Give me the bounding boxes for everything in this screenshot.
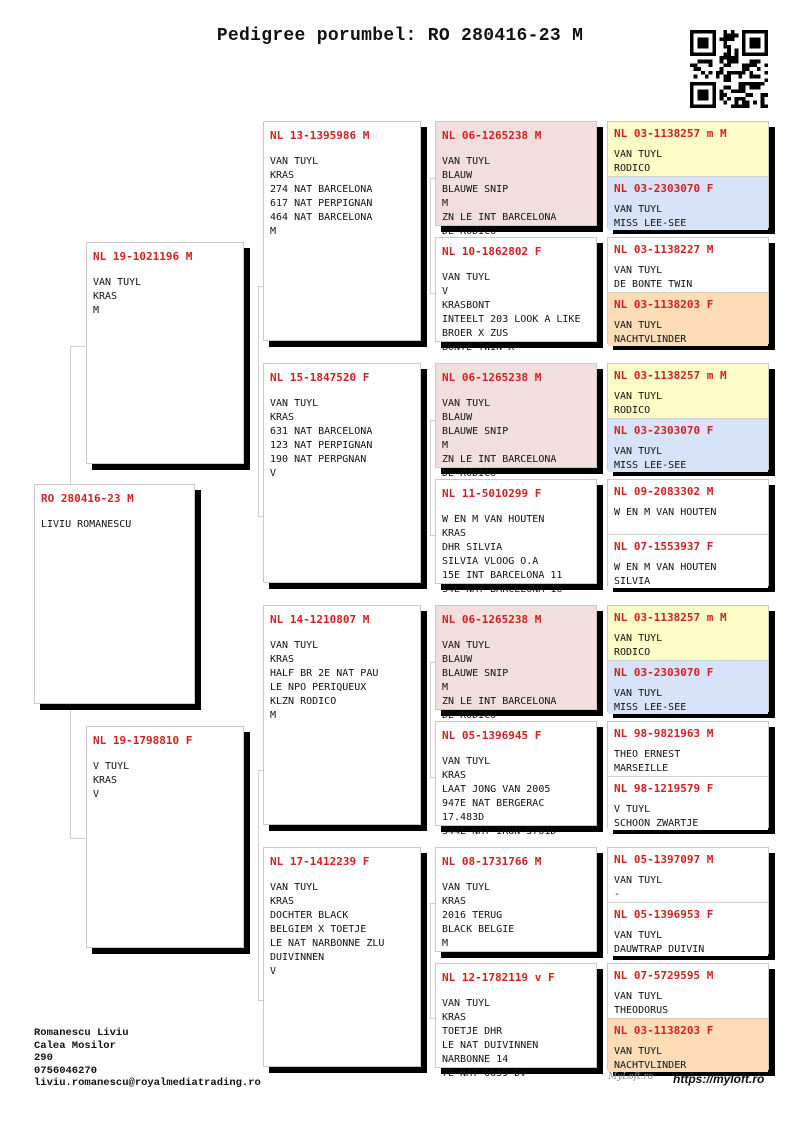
detail-line: VAN TUYL bbox=[614, 391, 663, 402]
detail-line: VAN TUYL bbox=[614, 204, 663, 215]
sire-section[interactable] bbox=[608, 238, 768, 292]
detail-line: NACHTVLINDER bbox=[614, 334, 687, 345]
parents-pair-card bbox=[607, 721, 769, 828]
detail-line: VAN TUYL bbox=[270, 398, 319, 409]
qr-code-icon bbox=[690, 30, 768, 108]
detail-line: BLAUW bbox=[442, 170, 473, 181]
pigeon-ring-id: NL 03-2303070 F bbox=[614, 666, 714, 679]
connector-line bbox=[430, 903, 431, 1018]
pigeon-ring-id: NL 03-1138257 m M bbox=[614, 369, 727, 382]
pigeon-details bbox=[270, 155, 414, 239]
detail-line: W EN M VAN HOUTEN bbox=[614, 507, 717, 518]
pigeon-details bbox=[614, 632, 762, 660]
detail-line: 123 NAT PERPIGNAN bbox=[270, 440, 373, 451]
pigeon-ring-id: NL 05-1397097 M bbox=[614, 853, 714, 866]
detail-line: BONTE TWIN X bbox=[442, 342, 515, 353]
connector-line bbox=[602, 884, 603, 924]
connector-line bbox=[70, 346, 87, 347]
pigeon-details bbox=[614, 561, 762, 589]
pigeon-details bbox=[442, 997, 590, 1081]
pigeon-ring-id: NL 05-1396953 F bbox=[614, 908, 714, 921]
detail-line: VAN TUYL bbox=[442, 156, 491, 167]
dam-section[interactable] bbox=[608, 292, 768, 346]
connector-line bbox=[602, 401, 603, 441]
detail-line: DHR SILVIA bbox=[442, 542, 503, 553]
pigeon-ring-id: NL 08-1731766 M bbox=[442, 855, 542, 868]
sire-section[interactable] bbox=[608, 480, 768, 534]
detail-line: M bbox=[93, 305, 100, 316]
detail-line: KRAS bbox=[442, 1012, 467, 1023]
pigeon-details bbox=[614, 1045, 762, 1073]
detail-line: KRAS bbox=[270, 412, 295, 423]
pigeon-ring-id: NL 05-1396945 F bbox=[442, 729, 542, 742]
pigeon-details bbox=[614, 319, 762, 347]
detail-line: DUIVINNEN bbox=[270, 952, 325, 963]
detail-line: LE NAT DUIVINNEN bbox=[442, 1040, 539, 1051]
pigeon-details bbox=[614, 748, 762, 776]
detail-line: DE RODICO bbox=[442, 710, 497, 721]
detail-line: V bbox=[270, 468, 277, 479]
detail-line: W EN M VAN HOUTEN bbox=[442, 514, 545, 525]
detail-line: BLAUW bbox=[442, 654, 473, 665]
dam-section[interactable] bbox=[608, 534, 768, 588]
connector-line bbox=[430, 420, 431, 535]
pigeon-ring-id: NL 03-1138257 m M bbox=[614, 127, 727, 140]
pigeon-ring-id: NL 98-1219579 F bbox=[614, 782, 714, 795]
dam-section[interactable] bbox=[608, 176, 768, 230]
owner-email[interactable]: liviu.romanescu@royalmediatrading.ro bbox=[34, 1077, 261, 1089]
dam-section[interactable] bbox=[608, 418, 768, 472]
pigeon-ring-id: NL 03-1138203 F bbox=[614, 1024, 714, 1037]
detail-line: DOCHTER BLACK bbox=[270, 910, 349, 921]
dam-section[interactable] bbox=[608, 1018, 768, 1072]
pigeon-card[interactable] bbox=[86, 726, 244, 948]
pigeon-details bbox=[614, 874, 762, 902]
detail-line: VAN TUYL bbox=[614, 875, 663, 886]
detail-line: 17.483D bbox=[442, 812, 485, 823]
detail-line: KRAS bbox=[93, 775, 118, 786]
detail-line: 947E NAT BERGERAC bbox=[442, 798, 545, 809]
detail-line: 15E INT BARCELONA 11 bbox=[442, 570, 563, 581]
pigeon-card[interactable] bbox=[263, 605, 421, 825]
pigeon-ring-id: NL 19-1021196 M bbox=[93, 250, 193, 263]
detail-line: BLACK BELGIE bbox=[442, 924, 515, 935]
connector-line bbox=[430, 662, 431, 777]
detail-line: 617 NAT PERPIGNAN bbox=[270, 198, 373, 209]
pigeon-details bbox=[614, 445, 762, 473]
pigeon-ring-id: NL 06-1265238 M bbox=[442, 129, 542, 142]
pigeon-ring-id: NL 17-1412239 F bbox=[270, 855, 370, 868]
detail-line: HALF BR 2E NAT PAU bbox=[270, 668, 379, 679]
sire-section[interactable] bbox=[608, 606, 768, 660]
connector-line bbox=[602, 758, 603, 798]
pigeon-ring-id: NL 09-2083302 M bbox=[614, 485, 714, 498]
detail-line: KRAS bbox=[270, 896, 295, 907]
detail-line: 631 NAT BARCELONA bbox=[270, 426, 373, 437]
detail-line: MISS LEE-SEE bbox=[614, 218, 687, 229]
pigeon-card[interactable] bbox=[86, 242, 244, 464]
detail-line: M bbox=[442, 440, 449, 451]
detail-line: VAN TUYL bbox=[614, 320, 663, 331]
pigeon-ring-id: NL 07-1553937 F bbox=[614, 540, 714, 553]
detail-line: VAN TUYL bbox=[270, 156, 319, 167]
sire-section[interactable] bbox=[608, 122, 768, 176]
page-title: Pedigree porumbel: RO 280416-23 M bbox=[216, 26, 584, 46]
detail-line: VAN TUYL bbox=[442, 272, 491, 283]
dam-section[interactable] bbox=[608, 776, 768, 830]
website-link[interactable]: https://myloft.ro bbox=[673, 1072, 765, 1086]
detail-line: DE RODICO bbox=[442, 226, 497, 237]
pigeon-card[interactable] bbox=[435, 363, 597, 479]
pigeon-details bbox=[614, 803, 762, 831]
detail-line: VAN TUYL bbox=[614, 149, 663, 160]
sire-section[interactable] bbox=[608, 364, 768, 418]
detail-line: M bbox=[442, 198, 449, 209]
pigeon-details bbox=[614, 264, 762, 292]
pigeon-details bbox=[614, 390, 762, 418]
detail-line: VAN TUYL bbox=[442, 640, 491, 651]
detail-line: RODICO bbox=[614, 163, 651, 174]
detail-line: LE NPO PERIQUEUX bbox=[270, 682, 367, 693]
detail-line: M bbox=[442, 938, 449, 949]
owner-number: 290 bbox=[34, 1052, 53, 1064]
detail-line: RODICO bbox=[614, 647, 651, 658]
detail-line: VAN TUYL bbox=[442, 398, 491, 409]
pigeon-details bbox=[442, 513, 590, 597]
detail-line: MISS LEE-SEE bbox=[614, 702, 687, 713]
pigeon-details bbox=[442, 155, 590, 239]
detail-line: INTEELT 203 LOOK A LIKE bbox=[442, 314, 581, 325]
detail-line: 190 NAT PERPGNAN bbox=[270, 454, 367, 465]
detail-line: KRASBONT bbox=[442, 300, 491, 311]
detail-line: THEO ERNEST bbox=[614, 749, 681, 760]
connector-line bbox=[602, 274, 603, 314]
connector-line bbox=[602, 516, 603, 556]
detail-line: V bbox=[93, 789, 100, 800]
detail-line: KRAS bbox=[270, 654, 295, 665]
parents-pair-card bbox=[607, 479, 769, 586]
pigeon-details bbox=[270, 397, 414, 481]
pigeon-card[interactable] bbox=[435, 237, 597, 353]
detail-line: VAN TUYL bbox=[270, 640, 319, 651]
parents-pair-card bbox=[607, 605, 769, 712]
detail-line: DAUWTRAP DUIVIN bbox=[614, 944, 705, 955]
pigeon-ring-id: NL 13-1395986 M bbox=[270, 129, 370, 142]
sire-section[interactable] bbox=[608, 848, 768, 902]
detail-line: V bbox=[442, 286, 449, 297]
detail-line: VAN TUYL bbox=[614, 446, 663, 457]
pigeon-details bbox=[442, 881, 590, 951]
detail-line: 2016 TERUG bbox=[442, 910, 503, 921]
detail-line: BLAUWE SNIP bbox=[442, 184, 509, 195]
detail-line: BLAUW bbox=[442, 412, 473, 423]
detail-line: V bbox=[270, 966, 277, 977]
detail-line: DE RODICO bbox=[442, 468, 497, 479]
parents-pair-card bbox=[607, 121, 769, 228]
pigeon-card[interactable] bbox=[263, 121, 421, 341]
pigeon-details bbox=[442, 639, 590, 723]
dam-section[interactable] bbox=[608, 660, 768, 714]
connector-line bbox=[430, 178, 431, 293]
pigeon-card[interactable] bbox=[34, 484, 195, 704]
detail-line: KRAS bbox=[442, 896, 467, 907]
detail-line: SILVIA bbox=[614, 576, 651, 587]
pigeon-details bbox=[442, 397, 590, 481]
detail-line: M bbox=[442, 682, 449, 693]
pigeon-card[interactable] bbox=[435, 721, 597, 837]
detail-line: THEODORUS bbox=[614, 1005, 669, 1016]
sire-section[interactable] bbox=[608, 964, 768, 1018]
detail-line: VAN TUYL bbox=[614, 633, 663, 644]
detail-line: VAN TUYL bbox=[614, 265, 663, 276]
detail-line: V TUYL bbox=[93, 761, 130, 772]
parents-pair-card bbox=[607, 363, 769, 470]
connector-line bbox=[258, 286, 259, 516]
pigeon-card[interactable] bbox=[435, 847, 597, 952]
pigeon-details bbox=[442, 271, 590, 355]
detail-line: KRAS bbox=[270, 170, 295, 181]
owner-phone: 0756046270 bbox=[34, 1064, 98, 1077]
detail-line: VAN TUYL bbox=[614, 688, 663, 699]
detail-line: 7E NAT 6659 DV bbox=[442, 1068, 527, 1079]
owner-street: Calea Mosilor bbox=[34, 1039, 116, 1052]
pigeon-ring-id: NL 03-2303070 F bbox=[614, 182, 714, 195]
myloft-logo: MyLoft.ro bbox=[608, 1072, 654, 1082]
pigeon-details bbox=[614, 687, 762, 715]
pigeon-ring-id: NL 19-1798810 F bbox=[93, 734, 193, 747]
pigeon-ring-id: NL 12-1782119 v F bbox=[442, 971, 555, 984]
detail-line: NACHTVLINDER bbox=[614, 1060, 687, 1071]
pigeon-details bbox=[270, 639, 414, 723]
pigeon-ring-id: NL 06-1265238 M bbox=[442, 613, 542, 626]
detail-line: M bbox=[270, 710, 277, 721]
detail-line: ZN LE INT BARCELONA bbox=[442, 696, 557, 707]
detail-line: 464 NAT BARCELONA bbox=[270, 212, 373, 223]
detail-line: BROER X ZUS bbox=[442, 328, 509, 339]
pigeon-details bbox=[614, 203, 762, 231]
detail-line: - bbox=[614, 889, 621, 900]
pigeon-ring-id: NL 07-5729595 M bbox=[614, 969, 714, 982]
pigeon-details bbox=[614, 506, 762, 520]
pigeon-ring-id: NL 03-1138257 m M bbox=[614, 611, 727, 624]
detail-line: DE BONTE TWIN bbox=[614, 279, 693, 290]
detail-line: RODICO bbox=[614, 405, 651, 416]
pigeon-details bbox=[614, 148, 762, 176]
detail-line: VAN TUYL bbox=[270, 882, 319, 893]
connector-line bbox=[70, 838, 87, 839]
detail-line: V TUYL bbox=[614, 804, 651, 815]
detail-line: VAN TUYL bbox=[442, 998, 491, 1009]
pigeon-ring-id: NL 14-1210807 M bbox=[270, 613, 370, 626]
pigeon-ring-id: NL 03-1138203 F bbox=[614, 298, 714, 311]
pigeon-ring-id: NL 15-1847520 F bbox=[270, 371, 370, 384]
detail-line: ZN LE INT BARCELONA bbox=[442, 454, 557, 465]
detail-line: LE NAT NARBONNE ZLU bbox=[270, 938, 385, 949]
parents-pair-card bbox=[607, 963, 769, 1070]
pigeon-card[interactable] bbox=[435, 605, 597, 721]
pigeon-ring-id: NL 98-9821963 M bbox=[614, 727, 714, 740]
detail-line: VAN TUYL bbox=[614, 930, 663, 941]
pigeon-details bbox=[270, 881, 414, 979]
connector-line bbox=[258, 770, 259, 1000]
pigeon-ring-id: NL 03-2303070 F bbox=[614, 424, 714, 437]
pigeon-ring-id: NL 03-1138227 M bbox=[614, 243, 714, 256]
detail-line: MARSEILLE bbox=[614, 763, 669, 774]
detail-line: 344E NAT IRUN 5701D bbox=[442, 826, 557, 837]
detail-line: VAN TUYL bbox=[442, 756, 491, 767]
dam-section[interactable] bbox=[608, 902, 768, 956]
connector-line bbox=[602, 999, 603, 1039]
detail-line: BELGIEM X TOETJE bbox=[270, 924, 367, 935]
detail-line: M bbox=[270, 226, 277, 237]
pigeon-card[interactable] bbox=[435, 121, 597, 237]
pigeon-details bbox=[614, 990, 762, 1018]
detail-line: KLZN RODICO bbox=[270, 696, 337, 707]
detail-line: VAN TUYL bbox=[442, 882, 491, 893]
pigeon-ring-id: RO 280416-23 M bbox=[41, 492, 134, 505]
pigeon-ring-id: NL 10-1862802 F bbox=[442, 245, 542, 258]
pigeon-card[interactable] bbox=[263, 363, 421, 583]
parents-pair-card bbox=[607, 237, 769, 344]
detail-line: NARBONNE 14 bbox=[442, 1054, 509, 1065]
detail-line: SILVIA VLOOG O.A bbox=[442, 556, 539, 567]
detail-line: TOETJE DHR bbox=[442, 1026, 503, 1037]
pigeon-details bbox=[41, 518, 188, 532]
pigeon-ring-id: NL 11-5010299 F bbox=[442, 487, 542, 500]
detail-line: 274 NAT BARCELONA bbox=[270, 184, 373, 195]
detail-line: LIVIU ROMANESCU bbox=[41, 519, 132, 530]
pigeon-details bbox=[442, 755, 590, 839]
pigeon-card[interactable] bbox=[263, 847, 421, 1067]
owner-name: Romanescu Liviu bbox=[34, 1027, 129, 1039]
detail-line: LAAT JONG VAN 2005 bbox=[442, 784, 551, 795]
detail-line: W EN M VAN HOUTEN bbox=[614, 562, 717, 573]
detail-line: SCHOON ZWARTJE bbox=[614, 818, 699, 829]
sire-section[interactable] bbox=[608, 722, 768, 776]
pigeon-card[interactable] bbox=[435, 963, 597, 1079]
detail-line: 34E NAT BARCELONA 10 bbox=[442, 584, 563, 595]
detail-line: KRAS bbox=[442, 528, 467, 539]
owner-contact bbox=[34, 1027, 261, 1090]
detail-line: VAN TUYL bbox=[614, 991, 663, 1002]
detail-line: KRAS bbox=[442, 770, 467, 781]
detail-line: BLAUWE SNIP bbox=[442, 426, 509, 437]
pigeon-card[interactable] bbox=[435, 479, 597, 595]
parents-pair-card bbox=[607, 847, 769, 954]
pigeon-details bbox=[614, 929, 762, 957]
detail-line: KRAS bbox=[93, 291, 118, 302]
pigeon-details bbox=[93, 760, 237, 802]
detail-line: VAN TUYL bbox=[93, 277, 142, 288]
detail-line: BLAUWE SNIP bbox=[442, 668, 509, 679]
pigeon-details bbox=[93, 276, 237, 318]
detail-line: VAN TUYL bbox=[614, 1046, 663, 1057]
connector-line bbox=[602, 643, 603, 683]
connector-line bbox=[602, 159, 603, 199]
pigeon-ring-id: NL 06-1265238 M bbox=[442, 371, 542, 384]
detail-line: MISS LEE-SEE bbox=[614, 460, 687, 471]
detail-line: ZN LE INT BARCELONA bbox=[442, 212, 557, 223]
